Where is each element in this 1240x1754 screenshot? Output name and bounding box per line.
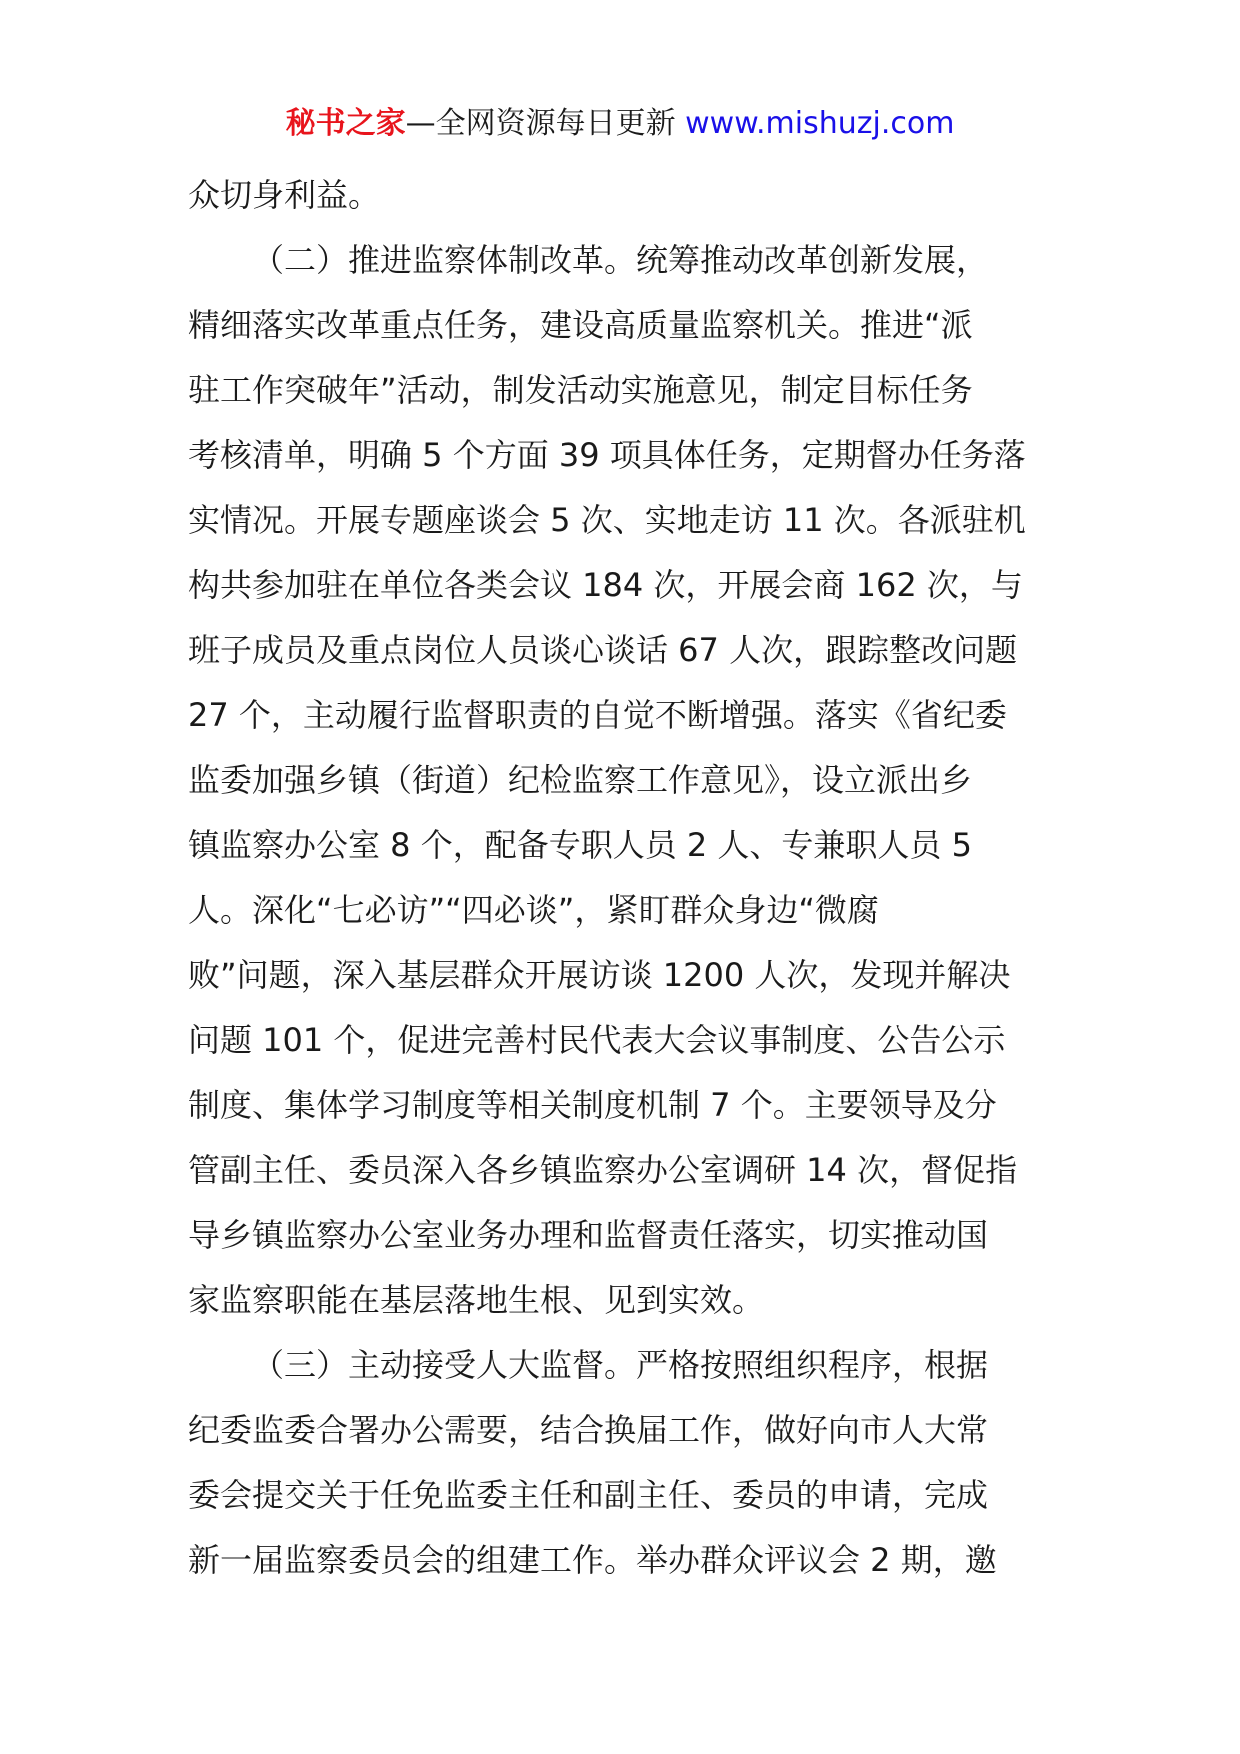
text-line: 镇监察办公室 8 个，配备专职人员 2 人、专兼职人员 5 [188,826,972,864]
text-line: 人。深化“七必访”“四必谈”，紧盯群众身边“微腐 [188,891,879,929]
text-line: 新一届监察委员会的组建工作。举办群众评议会 2 期，邀 [188,1541,997,1579]
text-line: 驻工作突破年”活动，制发活动实施意见，制定目标任务 [188,371,973,409]
text-line: 败”问题，深入基层群众开展访谈 1200 人次，发现并解决 [188,956,1011,994]
section-heading-line: （三）主动接受人大监督。严格按照组织程序，根据 [252,1346,989,1384]
text-line: 精细落实改革重点任务，建设高质量监察机关。推进“派 [188,306,973,344]
brand-name: 秘书之家 [285,106,406,141]
text-line: 问题 101 个，促进完善村民代表大会议事制度、公告公示 [188,1021,1006,1059]
text-line: 监委加强乡镇（街道）纪检监察工作意见》，设立派出乡 [188,761,973,799]
text-line: 家监察职能在基层落地生根、见到实效。 [188,1281,765,1319]
text-line: 纪委监委合署办公需要，结合换届工作，做好向市人大常 [188,1411,989,1449]
section-heading-line: （二）推进监察体制改革。统筹推动改革创新发展， [252,241,989,279]
header-tagline: —全网资源每日更新 [405,106,676,141]
text-line: 管副主任、委员深入各乡镇监察办公室调研 14 次，督促指 [188,1151,1018,1189]
text-line: 构共参加驻在单位各类会议 184 次，开展会商 162 次，与 [188,566,1023,604]
text-line: 众切身利益。 [188,176,381,214]
text-line: 委会提交关于任免监委主任和副主任、委员的申请，完成 [188,1476,989,1514]
document-body [188,163,1058,1593]
site-url-link[interactable]: www.mishuzj.com [685,106,955,141]
text-line: 实情况。开展专题座谈会 5 次、实地走访 11 次。各派驻机 [188,501,1026,539]
text-line: 班子成员及重点岗位人员谈心谈话 67 人次，跟踪整改问题 [188,631,1018,669]
text-line: 制度、集体学习制度等相关制度机制 7 个。主要领导及分 [188,1086,997,1124]
text-line: 27 个，主动履行监督职责的自觉不断增强。落实《省纪委 [188,696,1007,734]
page-header [0,104,1240,144]
text-line: 导乡镇监察办公室业务办理和监督责任落实，切实推动国 [188,1216,989,1254]
text-line: 考核清单，明确 5 个方面 39 项具体任务，定期督办任务落 [188,436,1026,474]
